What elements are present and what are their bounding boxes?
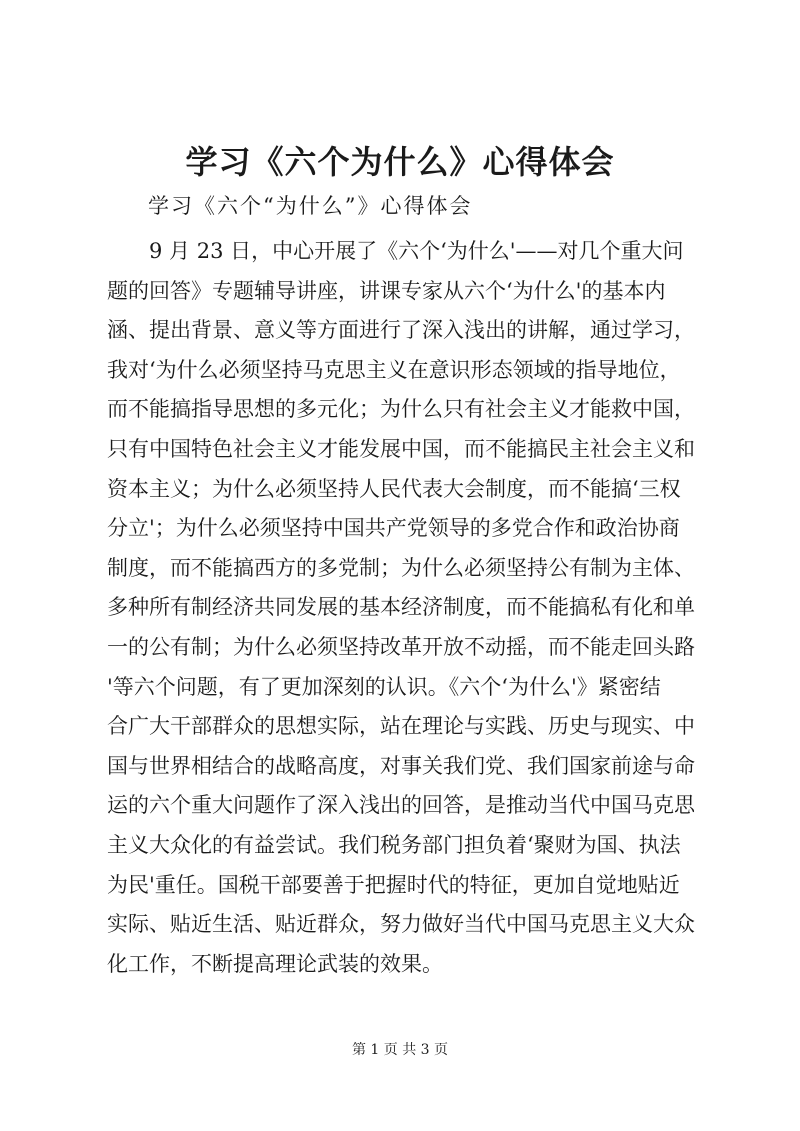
body-line: 实际、贴近生活、贴近群众，努力做好当代中国马克思主义大众: [107, 912, 695, 937]
body-line: 一的公有制；为什么必须坚持改革开放不动摇，而不能走回头路: [107, 634, 695, 659]
document-subtitle: 学习《六个“为什么”》心得体会: [148, 194, 473, 218]
document-body: [107, 232, 707, 984]
body-line: 多种所有制经济共同发展的基本经济制度，而不能搞私有化和单: [107, 595, 695, 620]
body-line: 化工作，不断提高理论武装的效果。: [107, 951, 443, 976]
body-line: 题的回答》专题辅导讲座，讲课专家从六个‘为什么'的基本内: [107, 278, 666, 303]
body-line: 我对‘为什么必须坚持马克思主义在意识形态领域的指导地位，: [107, 357, 681, 382]
body-line: 主义大众化的有益尝试。我们税务部门担负着‘聚财为国、执法: [107, 832, 681, 857]
body-line: '等六个问题，有了更加深刻的认识。《六个‘为什么'》紧密结: [107, 674, 661, 699]
body-line: 资本主义；为什么必须坚持人民代表大会制度，而不能搞‘三权: [107, 476, 681, 501]
body-line: 制度，而不能搞西方的多党制；为什么必须坚持公有制为主体、: [107, 555, 695, 580]
page-number-footer: 第 1 页 共 3 页: [351, 1042, 449, 1058]
body-line: 合广大干部群众的思想实际，站在理论与实践、历史与现实、中: [107, 714, 695, 739]
body-line: 分立'；为什么必须坚持中国共产党领导的多党合作和政治协商: [107, 516, 680, 541]
body-line: 而不能搞指导思想的多元化；为什么只有社会主义才能救中国，: [107, 397, 695, 422]
body-line: 为民'重任。国税干部要善于把握时代的特征，更加自觉地贴近: [107, 872, 680, 897]
body-line: 国与世界相结合的战略高度，对事关我们党、我们国家前途与命: [107, 753, 695, 778]
body-line: 只有中国特色社会主义才能发展中国，而不能搞民主社会主义和: [107, 436, 695, 461]
document-title: 学习《六个为什么》心得体会: [185, 143, 615, 181]
body-line: 9 月 23 日，中心开展了《六个‘为什么'——对几个重大问: [149, 239, 684, 263]
body-line: 运的六个重大问题作了深入浅出的回答，是推动当代中国马克思: [107, 793, 695, 818]
body-line: 涵、提出背景、意义等方面进行了深入浅出的讲解，通过学习，: [107, 318, 695, 343]
